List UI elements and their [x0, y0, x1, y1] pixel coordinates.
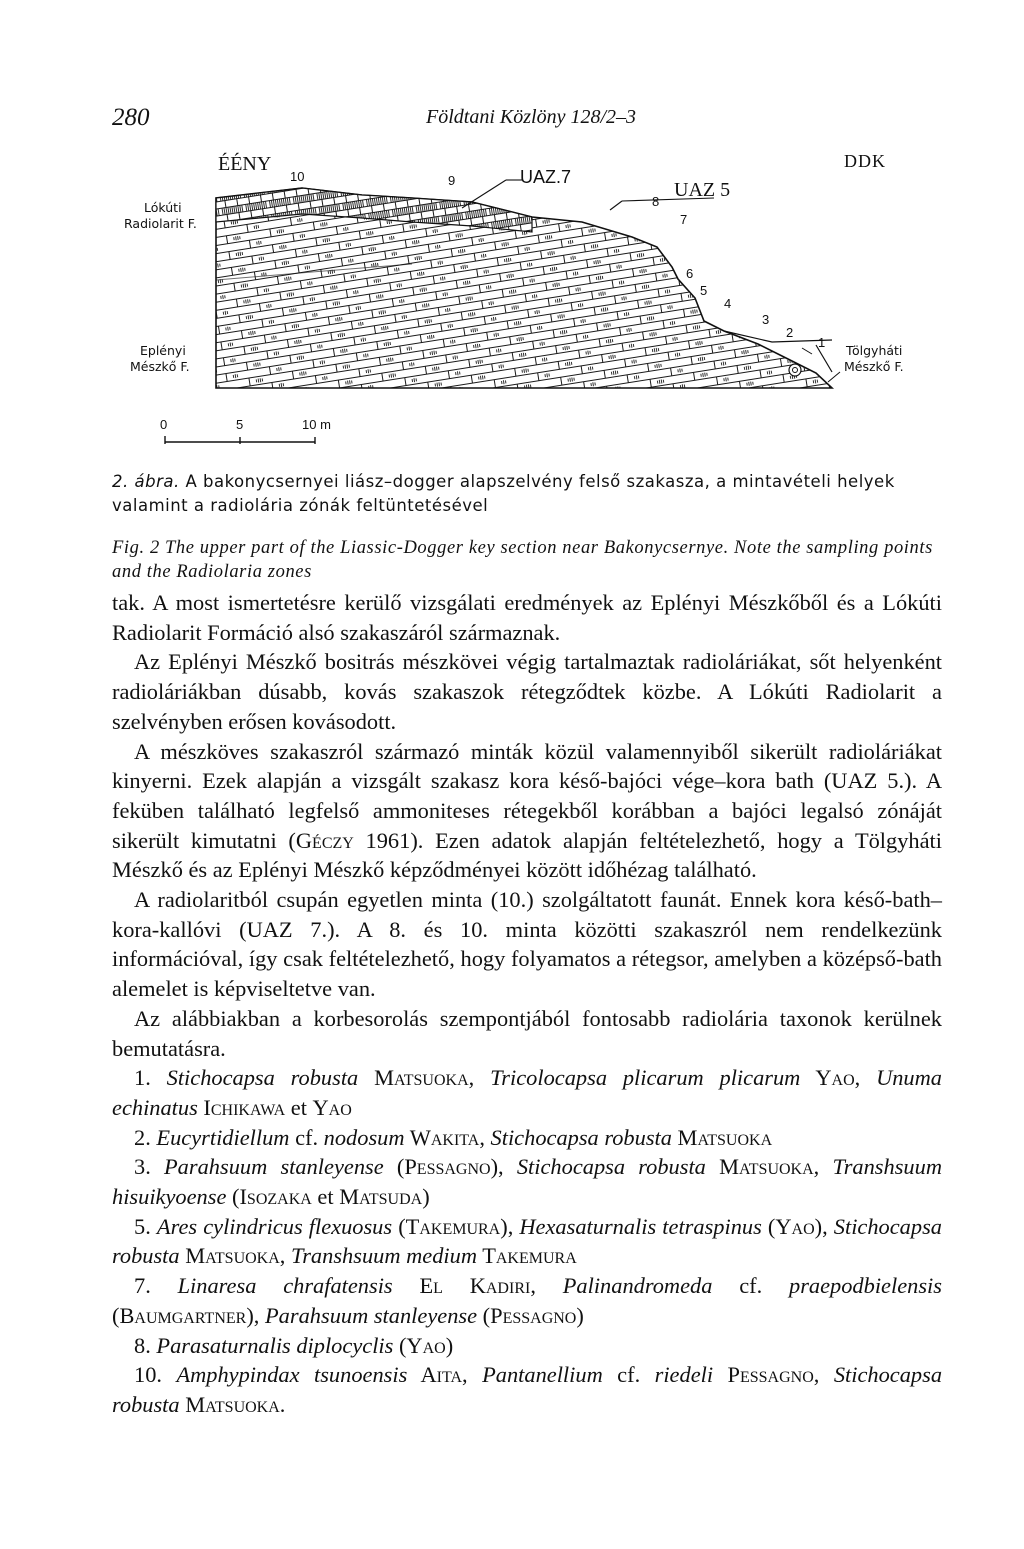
- scale-label-10m: 10 m: [302, 417, 331, 432]
- cross-section-drawing: [112, 140, 912, 455]
- separator: cf.: [602, 1362, 655, 1388]
- taxa-list-item-5: [112, 1212, 942, 1271]
- page-number: 280: [112, 104, 150, 131]
- taxon-author: Matsuoka: [358, 1065, 469, 1091]
- taxon-author: El Kadiri: [392, 1273, 531, 1299]
- separator: et: [285, 1094, 313, 1120]
- taxon-author: Wakita: [404, 1124, 480, 1150]
- figure-section-diagram: [112, 140, 912, 455]
- taxa-list-item-7: [112, 1271, 942, 1330]
- taxon-author: Matsuda: [339, 1184, 423, 1210]
- separator: et: [311, 1184, 340, 1210]
- taxa-list-item-8: [112, 1331, 942, 1361]
- separator: cf.: [289, 1124, 324, 1150]
- taxon-author: Takemura: [405, 1213, 501, 1239]
- taxon-name: Stichocapsa robusta: [166, 1065, 359, 1091]
- separator: cf.: [712, 1273, 789, 1299]
- sample-point-9: 9: [448, 173, 456, 188]
- taxon-name: Pantanellium: [482, 1362, 603, 1388]
- scale-label-5: 5: [236, 417, 244, 432]
- separator: ,: [279, 1243, 291, 1269]
- taxa-item-number: 1.: [134, 1065, 167, 1091]
- taxon-name: Transhsuum hisuikyoense: [112, 1154, 942, 1210]
- journal-title: Földtani Közlöny 128/2–3: [426, 106, 636, 128]
- caption-hungarian: [112, 470, 942, 518]
- taxon-name: Stichocapsa robusta: [112, 1213, 942, 1269]
- sample-point-8: 8: [652, 194, 660, 209]
- separator: ,: [854, 1065, 877, 1091]
- taxon-author: Matsuoka: [705, 1154, 814, 1180]
- zone-uaz7-label: UAZ.7: [520, 167, 572, 187]
- sample-point-3: 3: [762, 312, 770, 327]
- taxon-author: Isozaka: [239, 1184, 312, 1210]
- taxon-author: Yao: [406, 1332, 446, 1358]
- sample-point-1: 1: [818, 335, 826, 350]
- separator: ): [576, 1302, 584, 1328]
- separator: ),: [490, 1154, 517, 1180]
- separator: ,: [813, 1154, 833, 1180]
- taxon-name: Palinandromeda: [562, 1273, 713, 1299]
- paragraph-5: Az alábbiakban a korbesorolás szempontjából fontosabb radiolária taxonok kerülnek bemutatásra.: [112, 1005, 942, 1061]
- taxa-item-number: 10.: [134, 1362, 177, 1388]
- separator: ): [445, 1332, 454, 1358]
- taxon-author: Takemura: [477, 1243, 577, 1269]
- paragraph-3-part-b: 1961). Ezen adatok alapján feltételezhető, hogy a Tölgyháti Mészkő és az Eplényi Mészkő képződményei között időhézag található.: [112, 827, 942, 883]
- running-header: [112, 104, 912, 134]
- taxa-list-item-3: [112, 1152, 942, 1211]
- taxa-list-item-2: [112, 1123, 942, 1153]
- taxon-author: Pessagno: [490, 1302, 577, 1328]
- separator: (: [393, 1332, 407, 1358]
- eplenyi-label-line1: Eplényi: [140, 343, 186, 358]
- taxon-author: Pessagno: [404, 1154, 491, 1180]
- sample-point-7: 7: [680, 212, 688, 227]
- separator: ,: [530, 1273, 563, 1299]
- separator: (: [761, 1213, 776, 1239]
- taxon-author: Yao: [800, 1065, 855, 1091]
- taxon-author: Yao: [312, 1094, 352, 1120]
- eplenyi-label-line2: Mészkő F.: [130, 359, 190, 374]
- separator: (: [383, 1154, 405, 1180]
- taxon-author: Ichikawa: [197, 1094, 286, 1120]
- taxon-name: Linaresa chrafatensis: [177, 1273, 393, 1299]
- zone-uaz5-label: UAZ 5: [674, 179, 731, 201]
- taxa-item-number: 3.: [134, 1154, 164, 1180]
- taxon-name: Amphypindax tsunoensis: [176, 1362, 408, 1388]
- taxon-name: Ares cylindricus flexuosus: [156, 1213, 393, 1239]
- sample-point-5: 5: [700, 283, 708, 298]
- taxon-author: Pessagno: [713, 1362, 814, 1388]
- taxon-name: Stichocapsa robusta: [112, 1362, 943, 1417]
- taxa-list-item-10: [112, 1360, 942, 1419]
- taxon-name: Stichocapsa robusta: [490, 1124, 672, 1150]
- taxa-item-number: 7.: [134, 1273, 178, 1299]
- separator: ): [422, 1184, 430, 1210]
- paragraph-4: A radiolaritból csupán egyetlen minta (10.) szolgáltatott faunát. Ennek kora késő-bath–kora-kallóvi (UAZ 7.). A 8. és 10. minta közötti szakaszról nem rendelkezünk információval, így csak feltételezhető, hogy folyamatos a rétegsor, amelyben a középső-bath alemelet is képviseltetve van.: [112, 887, 942, 1002]
- separator: (: [112, 1302, 120, 1328]
- taxon-name: riedeli: [654, 1362, 714, 1388]
- lokuti-label-line2: Radiolarit F.: [124, 216, 197, 231]
- paragraph-1: tak. A most ismertetésre kerülő vizsgálati eredmények az Eplényi Mészkőből és a Lókúti Radiolarit Formáció alsó szakaszáról származnak.: [112, 590, 942, 645]
- caption-hu-text: A bakonycsernyei liász–dogger alapszelvény felső szakasza, a mintavételi helyek valamint a radiolária zónák feltüntetésével: [112, 472, 895, 515]
- taxon-name: Parahsuum stanleyense: [265, 1302, 478, 1328]
- sample-point-6: 6: [686, 266, 694, 281]
- tolgyhati-label-line2: Mészkő F.: [844, 359, 904, 374]
- taxon-author: Aita: [407, 1362, 463, 1388]
- separator: ,: [462, 1362, 483, 1388]
- taxon-author: Matsuoka: [671, 1124, 773, 1150]
- taxon-name: Tricolocapsa plicarum plicarum: [490, 1065, 801, 1091]
- body-text: [112, 588, 942, 1420]
- paragraph-2: Az Eplényi Mészkő bositrás mészkövei végig tartalmaztak radioláriákat, sőt helyenként radioláriákban dúsabb, kovás szakaszok rétegződtek közbe. A Lókúti Radiolarit a szelvényben erősen kovásodott.: [112, 649, 942, 734]
- sample-point-2: 2: [786, 325, 794, 340]
- direction-right-label: DDK: [844, 151, 886, 171]
- taxon-author: Baumgartner: [119, 1302, 247, 1328]
- taxon-author: Matsuoka: [179, 1391, 280, 1417]
- separator: ,: [813, 1362, 834, 1388]
- taxon-name: praepodbielensis: [789, 1273, 942, 1299]
- separator: ),: [246, 1302, 265, 1328]
- separator: ),: [814, 1213, 834, 1239]
- scale-label-0: 0: [160, 417, 168, 432]
- separator: (: [392, 1213, 406, 1239]
- taxa-list-item-1: [112, 1063, 942, 1122]
- taxon-name: Hexasaturnalis tetraspinus: [519, 1213, 762, 1239]
- separator: (: [477, 1302, 491, 1328]
- taxon-name: Transhsuum medium: [291, 1243, 477, 1269]
- taxon-name: Eucyrtidiellum: [156, 1124, 290, 1150]
- citation-author: Géczy: [295, 827, 354, 853]
- sample-point-10: 10: [290, 169, 305, 184]
- direction-left-label: ÉÉNY: [218, 153, 272, 175]
- paragraph-3-part-a: A mészköves szakaszról származó minták közül valamennyiből sikerült radioláriákat kinyerni. Ezek alapján a vizsgált szakasz kora késő-bajóci vége–kora bath (UAZ 5.). A feküben található legfelső ammoniteses rétegekből korábban a bajóci legalsó zónáját sikerült kimutatni (: [112, 738, 942, 853]
- separator: ,: [468, 1065, 491, 1091]
- taxa-item-number: 2.: [134, 1124, 157, 1150]
- paragraph-3: [112, 737, 942, 886]
- tolgyhati-label-line1: Tölgyháti: [846, 343, 903, 358]
- separator: ,: [479, 1124, 491, 1150]
- taxon-name: Parahsuum stanleyense: [164, 1154, 384, 1180]
- lokuti-label-line1: Lókúti: [144, 200, 182, 215]
- separator: (: [226, 1184, 240, 1210]
- caption-hu-label: 2. ábra.: [112, 472, 180, 491]
- taxon-name: Stichocapsa robusta: [516, 1154, 706, 1180]
- caption-english: Fig. 2 The upper part of the Liassic-Dogger key section near Bakonycsernye. Note the sampling points and the Radiolaria zones: [112, 538, 933, 582]
- taxon-name: Unuma echinatus: [112, 1065, 942, 1120]
- taxa-item-number: 8.: [134, 1332, 157, 1358]
- separator: .: [279, 1391, 286, 1417]
- scale-bar: [165, 436, 315, 444]
- taxon-name: Parasaturnalis diplocyclis: [156, 1332, 394, 1358]
- taxon-author: Yao: [775, 1213, 815, 1239]
- taxa-item-number: 5.: [134, 1213, 157, 1239]
- taxon-name: nodosum: [323, 1124, 405, 1150]
- taxon-author: Matsuoka: [179, 1243, 280, 1269]
- separator: ),: [500, 1213, 520, 1239]
- sample-point-4: 4: [724, 296, 732, 311]
